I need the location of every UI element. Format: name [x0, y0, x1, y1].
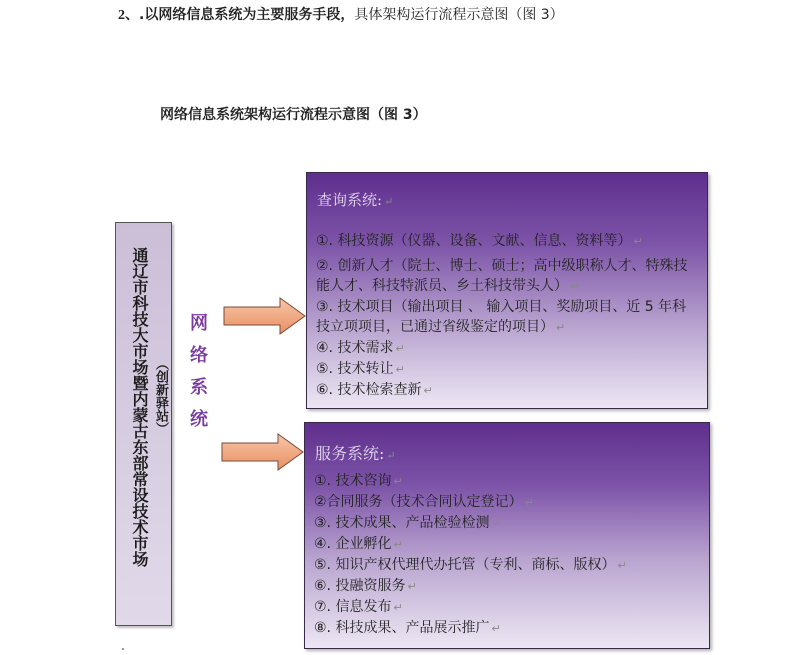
query-item: ③. 技术项目（输出项目 、 输入项目、奖励项目、近 5 年科技立项项目，已通过省级鉴定的项目） ↵: [316, 299, 687, 335]
service-item: ③. 技术成果、产品检验检测 ↵: [314, 515, 501, 531]
paragraph-mark-icon: ↵: [395, 363, 405, 376]
service-item: ④. 企业孵化 ↵: [314, 536, 403, 552]
service-system-panel: [304, 422, 710, 649]
section-heading-bold: .以网络信息系统为主要服务手段，: [139, 7, 355, 23]
service-item: ①. 技术咨询 ↵: [314, 473, 403, 489]
paragraph-mark-icon: ↵: [491, 517, 501, 530]
market-box: [115, 222, 172, 626]
paragraph-mark-icon: ↵: [491, 622, 501, 635]
query-item: ⑤. 技术转让 ↵: [316, 361, 405, 377]
stray-dot: [122, 648, 124, 650]
paragraph-mark-icon: ↵: [524, 496, 534, 509]
service-arrow-icon: [220, 432, 306, 472]
paragraph-mark-icon: ↵: [386, 449, 396, 462]
paragraph-mark-icon: ↵: [393, 475, 403, 488]
paragraph-mark-icon: ↵: [384, 195, 394, 208]
query-item: ②. 创新人才（院士、博士、硕士；高中级职称人才、特殊技能人才、科技特派员、乡土科技带头人） ↵: [316, 258, 688, 294]
section-number: 2、: [118, 8, 139, 23]
query-system-list: [316, 231, 699, 401]
query-item: ①. 科技资源（仪器、设备、文献、信息、资料等） ↵: [316, 233, 643, 249]
paragraph-mark-icon: ↵: [393, 538, 403, 551]
paragraph-mark-icon: ↵: [570, 280, 580, 293]
market-name: 通辽市科技大市场暨内蒙古东部常设技术市场: [130, 247, 149, 567]
section-heading-rest: 具体架构运行流程示意图（图 3）: [354, 7, 564, 23]
service-system-title: 服务系统: ↵: [315, 444, 396, 463]
query-item: ④. 技术需求 ↵: [316, 340, 405, 356]
query-system-title: 查询系统: ↵: [317, 191, 394, 209]
query-arrow-icon: [222, 296, 308, 336]
paragraph-mark-icon: ↵: [393, 601, 403, 614]
service-item: ⑥. 投融资服务 ↵: [314, 578, 417, 594]
network-system-label: 网络系统: [187, 313, 208, 441]
paragraph-mark-icon: ↵: [423, 384, 433, 397]
paragraph-mark-icon: ↵: [617, 559, 627, 572]
section-heading: [118, 4, 564, 24]
paragraph-mark-icon: ↵: [556, 321, 566, 334]
query-system-panel: [306, 172, 708, 409]
paragraph-mark-icon: ↵: [407, 580, 417, 593]
service-item: ⑦. 信息发布 ↵: [314, 599, 403, 615]
service-item: ②合同服务（技术合同认定登记） ↵: [314, 494, 534, 510]
market-subtitle: （创新驿站）: [153, 357, 168, 435]
service-item: ⑤. 知识产权代理代办托管（专利、商标、版权） ↵: [314, 557, 627, 573]
query-item: ⑥. 技术检索查新 ↵: [316, 382, 433, 398]
paragraph-mark-icon: ↵: [633, 235, 643, 248]
paragraph-mark-icon: ↵: [395, 342, 405, 355]
service-system-list: [314, 471, 701, 639]
service-item: ⑧. 科技成果、产品展示推广 ↵: [314, 620, 501, 636]
figure-title: 网络信息系统架构运行流程示意图（图 3）: [160, 107, 427, 123]
